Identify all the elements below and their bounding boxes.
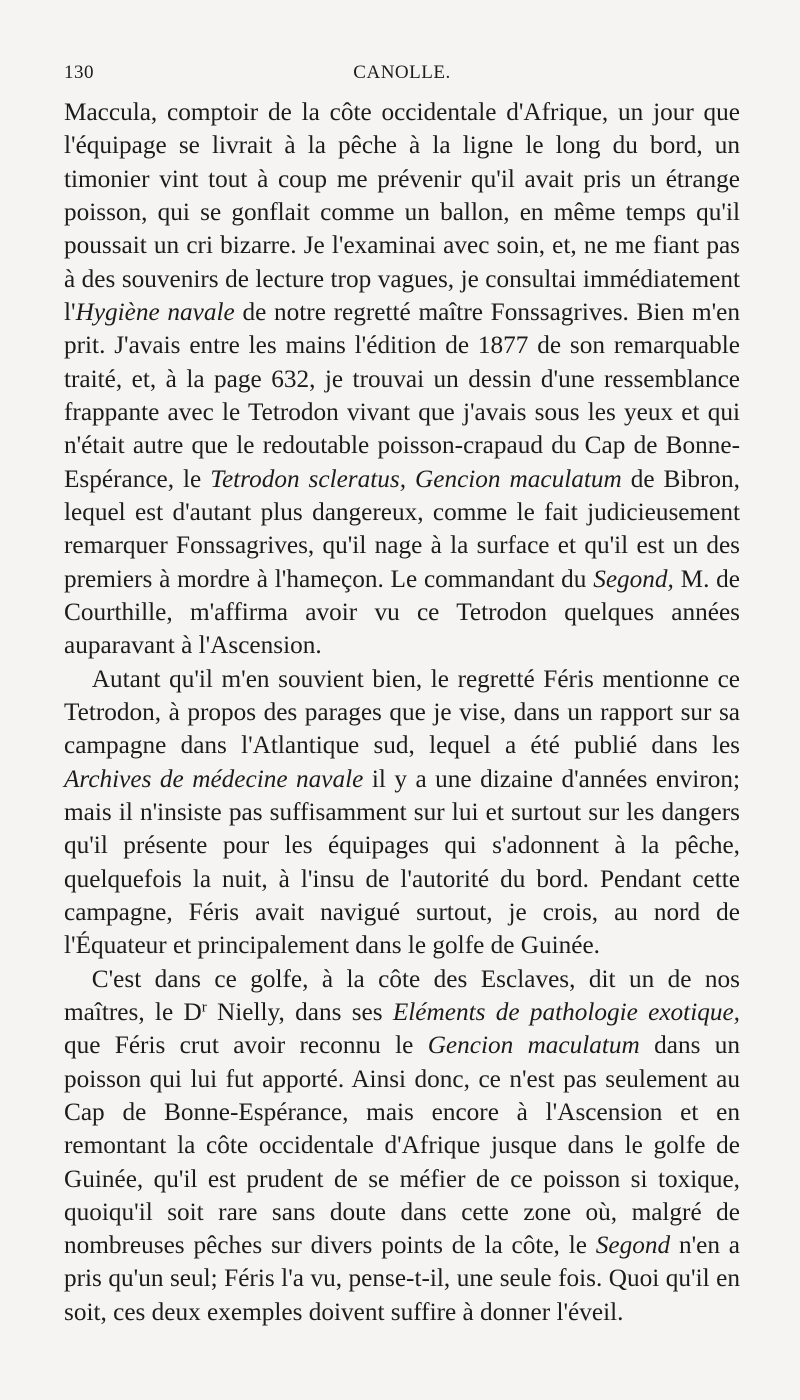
italic-text: Gencion maculatum bbox=[427, 1031, 640, 1060]
text-run: dans un poisson qui lui fut apporté. Ainsi donc, ce n'est pas seulement au Cap de Bonne-Espérance, mais encore à l'Ascension et en remontant la côte occidentale d'Afrique jusque dans le golfe de Guinée, qu'il est prudent de se méfier de ce poisson si toxique, quoiqu'il soit rare sans doute dans cette zone où, malgré de nombreuses pêches sur divers points de la côte, le bbox=[64, 1031, 740, 1260]
body-text bbox=[64, 96, 740, 1329]
italic-text: Tetrodon scleratus, Gencion maculatum bbox=[210, 464, 622, 493]
paragraph bbox=[64, 96, 740, 663]
text-run: il y a une dizaine d'années environ; mais il n'insiste pas suffisamment sur lui et surtout sur les dangers qu'il présente pour les équipages qui s'adonnent à la pêche, quelquefois la nuit, à l'insu de l'autorité du bord. Pendant cette campagne, Féris avait navigué surtout, je crois, au nord de l'Équateur et principalement dans le golfe de Guinée. bbox=[64, 764, 740, 960]
italic-text: Eléments de pathologie exotique, bbox=[392, 997, 740, 1026]
paragraph bbox=[64, 663, 740, 963]
running-head: CANOLLE. bbox=[353, 62, 451, 83]
italic-text: Segond, bbox=[593, 564, 674, 593]
italic-text: Segond bbox=[595, 1231, 671, 1260]
page-number: 130 bbox=[64, 62, 94, 83]
text-run: Autant qu'il m'en souvient bien, le regretté Féris mentionne ce Tetrodon, à propos des parages que je vise, dans un rapport sur sa campagne dans l'Atlantique sud, lequel a été publié dans les bbox=[64, 664, 740, 760]
text-run: de Bibron, lequel est d'autant plus dangereux, comme le fait judicieusement remarquer Fonssagrives, qu'il nage à la surface et qu'il est un des premiers à mordre à l'hameçon. Le commandant du bbox=[64, 464, 740, 593]
text-run: C'est dans ce golfe, à la côte des Esclaves, dit un de nos maîtres, le D bbox=[64, 964, 740, 1026]
text-run: que Féris crut avoir reconnu le bbox=[64, 1031, 428, 1060]
paragraph bbox=[64, 963, 740, 1330]
text-run: Nielly, dans ses bbox=[206, 997, 393, 1026]
text-run: de notre regretté maître Fonssagrives. Bien m'en prit. J'avais entre les mains l'édition de 1877 de son remarquable traité, et, à la page 632, je trouvai un dessin d'une ressemblance frappante avec le Tetrodon vivant que j'avais sous les yeux et qui n'était autre que le redoutable poisson-crapaud du Cap de Bonne-Espérance, le bbox=[64, 297, 740, 493]
superscript-text: r bbox=[201, 998, 207, 1016]
text-run: Maccula, comptoir de la côte occidentale d'Afrique, un jour que l'équipage se livrait à la pêche à la ligne le long du bord, un timonier vint tout à coup me prévenir qu'il avait pris un étrange poisson, qui se gonflait comme un ballon, en même temps qu'il poussait un cri bizarre. Je l'examinai avec soin, et, ne me fiant pas à des souvenirs de lecture trop vagues, je consultai immédiatement l' bbox=[64, 98, 740, 326]
italic-text: Archives de médecine navale bbox=[64, 764, 364, 793]
text-run: n'en a pris qu'un seul; Féris l'a vu, pense-t-il, une seule fois. Quoi qu'il en soit, ces deux exemples doivent suffire à donner l'éveil. bbox=[64, 1231, 740, 1326]
text-run: M. de Courthille, m'affirma avoir vu ce Tetrodon quelques années auparavant à l'Ascension. bbox=[64, 564, 740, 660]
italic-text: Hygiène navale bbox=[75, 297, 235, 326]
page-header bbox=[64, 62, 740, 92]
